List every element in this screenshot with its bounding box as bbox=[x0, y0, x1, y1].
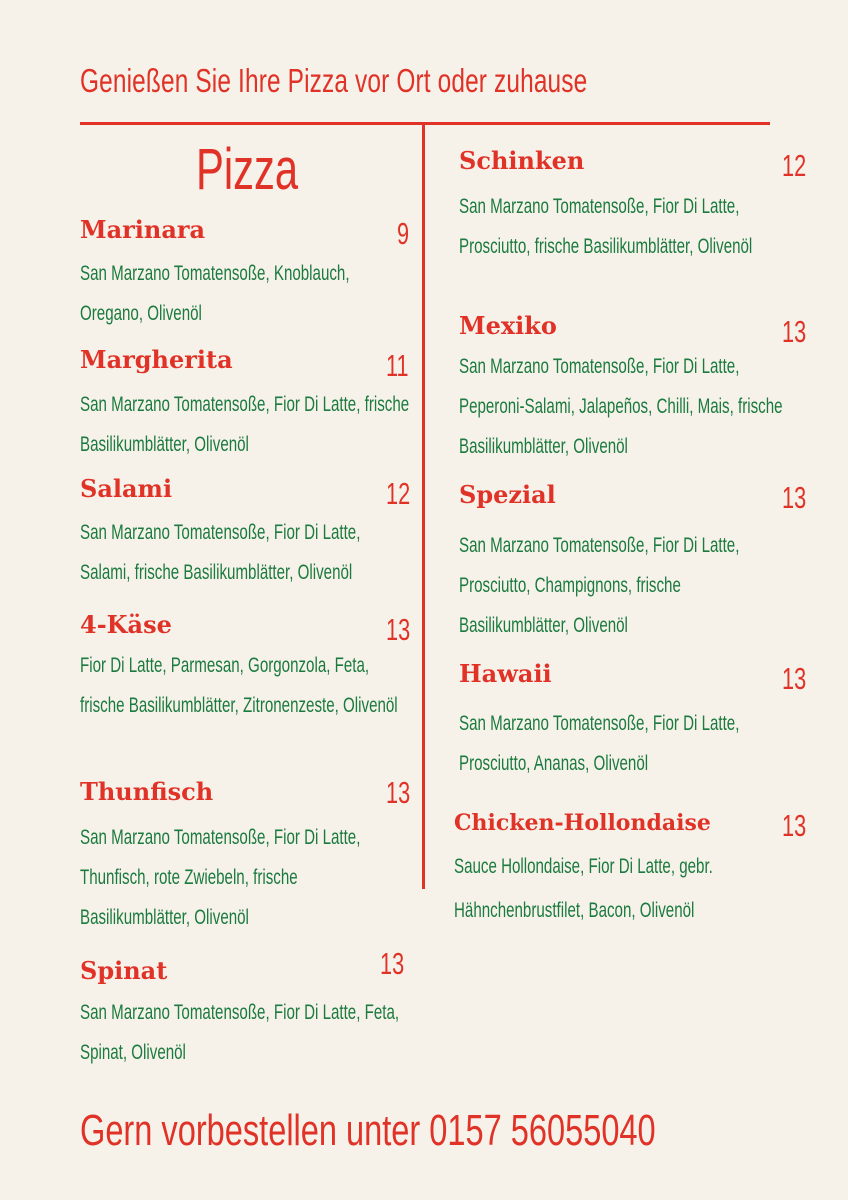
menu-item-price: 13 bbox=[386, 775, 411, 810]
menu-item-description: San Marzano Tomatensoße, Fior Di Latte, Feta, Spinat, Olivenöl bbox=[80, 1001, 400, 1064]
menu-item-price: 13 bbox=[380, 946, 405, 981]
header-divider bbox=[80, 122, 770, 125]
menu-item-price: 12 bbox=[782, 148, 807, 183]
footer-phone: Gern vorbestellen unter 0157 56055040 bbox=[80, 1106, 656, 1155]
menu-item-price: 13 bbox=[782, 661, 807, 696]
menu-item-description: Sauce Hollondaise, Fior Di Latte, gebr. Hähnchenbrustfilet, Bacon, Olivenöl bbox=[454, 855, 713, 922]
menu-item-price: 13 bbox=[782, 314, 807, 349]
menu-item-price: 12 bbox=[386, 476, 411, 511]
menu-item-description: San Marzano Tomatensoße, Knoblauch, Oregano, Olivenöl bbox=[80, 262, 350, 325]
tagline: Genießen Sie Ihre Pizza vor Ort oder zuhause bbox=[80, 62, 588, 99]
menu-item-price: 13 bbox=[782, 808, 807, 843]
menu-item-name: Spezial bbox=[459, 480, 556, 509]
menu-item-description: San Marzano Tomatensoße, Fior Di Latte, Peperoni-Salami, Jalapeños, Chilli, Mais, frische Basilikumblätter, Olivenöl bbox=[459, 355, 783, 458]
menu-item-description: San Marzano Tomatensoße, Fior Di Latte, Salami, frische Basilikumblätter, Olivenöl bbox=[80, 521, 361, 584]
menu-item-name: Marinara bbox=[80, 215, 206, 244]
menu-item-name: Thunfisch bbox=[80, 777, 214, 806]
menu-item-price: 13 bbox=[782, 480, 807, 515]
menu-item-name: Spinat bbox=[80, 956, 168, 985]
menu-item-name: Mexiko bbox=[459, 311, 557, 340]
menu-item-name: Salami bbox=[80, 474, 173, 503]
menu-item-description: San Marzano Tomatensoße, Fior Di Latte, Prosciutto, Champignons, frische Basilikumblätter, Olivenöl bbox=[459, 534, 740, 637]
menu-item-description: San Marzano Tomatensoße, Fior Di Latte, Prosciutto, Ananas, Olivenöl bbox=[459, 712, 740, 775]
menu-item-name: Schinken bbox=[459, 146, 585, 175]
column-divider bbox=[422, 124, 425, 889]
menu-item-name: 4-Käse bbox=[80, 610, 172, 639]
menu-item-price: 13 bbox=[386, 612, 411, 647]
menu-item-description: San Marzano Tomatensoße, Fior Di Latte, Thunfisch, rote Zwiebeln, frische Basilikumblätter, Olivenöl bbox=[80, 826, 361, 929]
menu-item-name: Chicken-Hollondaise bbox=[454, 810, 711, 836]
menu-item-description: San Marzano Tomatensoße, Fior Di Latte, frische Basilikumblätter, Olivenöl bbox=[80, 393, 410, 456]
section-title: Pizza bbox=[196, 137, 299, 202]
menu-item-price: 9 bbox=[397, 216, 410, 251]
menu-item-description: Fior Di Latte, Parmesan, Gorgonzola, Feta, frische Basilikumblätter, Zitronenzeste, Olivenöl bbox=[80, 654, 398, 717]
menu-item-name: Margherita bbox=[80, 345, 233, 374]
menu-item-description: San Marzano Tomatensoße, Fior Di Latte, Prosciutto, frische Basilikumblätter, Olivenöl bbox=[459, 195, 753, 258]
menu-item-name: Hawaii bbox=[459, 659, 552, 688]
menu-item-price: 11 bbox=[386, 348, 409, 383]
